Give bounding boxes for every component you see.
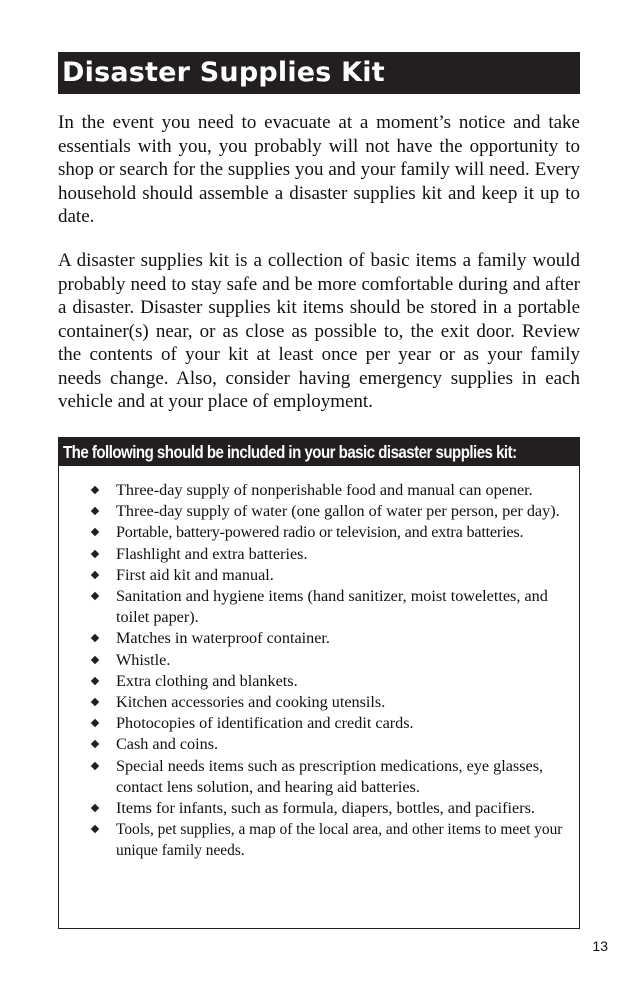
supplies-list bbox=[59, 466, 579, 862]
list-item: Cash and coins. bbox=[59, 734, 579, 755]
list-item: Sanitation and hygiene items (hand sanitizer, moist towelettes, and toilet paper). bbox=[59, 586, 579, 628]
diamond-bullet-icon bbox=[91, 634, 99, 642]
diamond-bullet-icon bbox=[91, 549, 99, 557]
diamond-bullet-icon bbox=[91, 592, 99, 600]
list-item: Three-day supply of water (one gallon of water per person, per day). bbox=[59, 501, 579, 522]
list-item: Special needs items such as prescription medications, eye glasses, contact lens solution, and hearing aid batteries. bbox=[59, 756, 579, 798]
list-item: Matches in waterproof container. bbox=[59, 628, 579, 649]
list-item: Three-day supply of nonperishable food and manual can opener. bbox=[59, 480, 579, 501]
list-item: Extra clothing and blankets. bbox=[59, 671, 579, 692]
list-item: Flashlight and extra batteries. bbox=[59, 544, 579, 565]
list-item: Tools, pet supplies, a map of the local area, and other items to meet your unique family needs. bbox=[59, 819, 579, 861]
diamond-bullet-icon bbox=[91, 507, 99, 515]
diamond-bullet-icon bbox=[91, 571, 99, 579]
page-number: 13 bbox=[592, 938, 608, 954]
diamond-bullet-icon bbox=[91, 804, 99, 812]
diamond-bullet-icon bbox=[91, 761, 99, 769]
diamond-bullet-icon bbox=[91, 719, 99, 727]
description-paragraph: A disaster supplies kit is a collection of basic items a family would probably need to stay safe and be more comfortable during and after a disaster. Disaster supplies kit items should be stored in a portable container(s) near, or as close as possible to, the exit door. Review the contents of your kit at least once per year or as your family needs change. Also, consider having emergency supplies in each vehicle and at your place of employment. bbox=[58, 250, 580, 412]
list-item: Kitchen accessories and cooking utensils. bbox=[59, 692, 579, 713]
diamond-bullet-icon bbox=[91, 528, 99, 536]
intro-paragraph: In the event you need to evacuate at a moment’s notice and take essentials with you, you probably will not have the opportunity to shop or search for the supplies you and your family will need. Every household should assemble a disaster supplies kit and keep it up to date. bbox=[58, 112, 580, 227]
page-title: Disaster Supplies Kit bbox=[62, 57, 385, 88]
diamond-bullet-icon bbox=[91, 825, 99, 833]
diamond-bullet-icon bbox=[91, 740, 99, 748]
diamond-bullet-icon bbox=[91, 677, 99, 685]
supplies-box-header: The following should be included in your basic disaster supplies kit: bbox=[59, 438, 579, 466]
list-item: Whistle. bbox=[59, 650, 579, 671]
list-item: Items for infants, such as formula, diapers, bottles, and pacifiers. bbox=[59, 798, 579, 819]
diamond-bullet-icon bbox=[91, 698, 99, 706]
supplies-kit-box bbox=[58, 437, 580, 929]
list-item: Portable, battery-powered radio or television, and extra batteries. bbox=[59, 522, 579, 543]
list-item: First aid kit and manual. bbox=[59, 565, 579, 586]
diamond-bullet-icon bbox=[91, 486, 99, 494]
title-bar bbox=[58, 52, 580, 94]
diamond-bullet-icon bbox=[91, 655, 99, 663]
list-item: Photocopies of identification and credit cards. bbox=[59, 713, 579, 734]
